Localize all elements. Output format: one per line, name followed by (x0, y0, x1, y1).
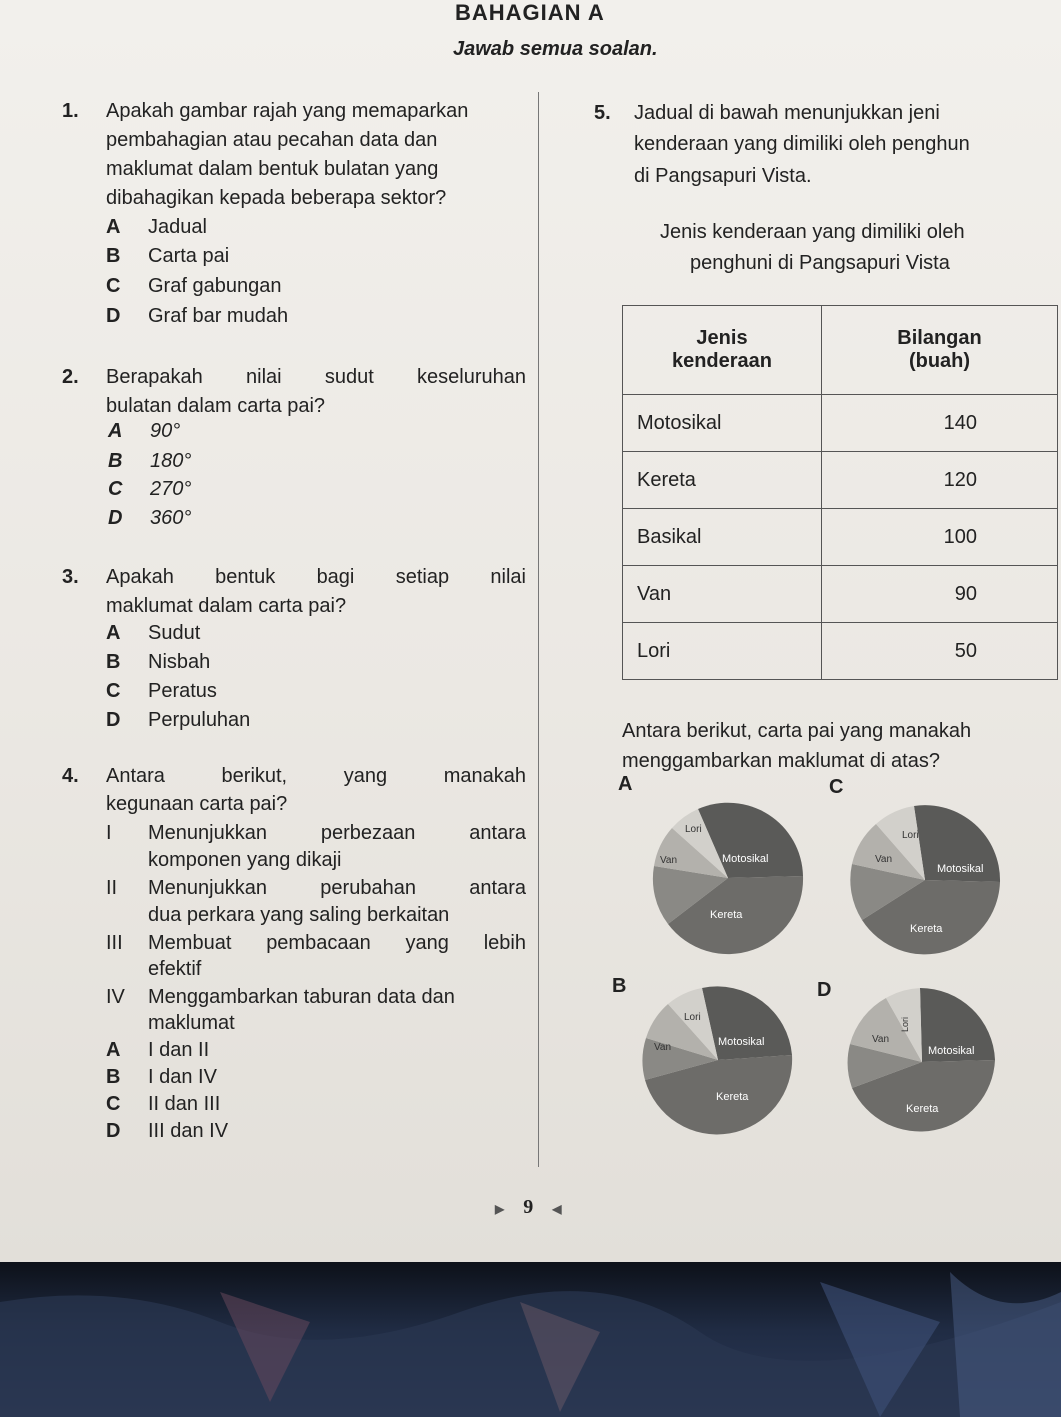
question-text: Berapakah nilai sudut keseluruhan (106, 366, 526, 388)
statement-text: komponen yang dikaji (148, 849, 342, 871)
pie-d-label-van: Van (872, 1034, 890, 1045)
pie-a[interactable] (653, 803, 803, 954)
statement-text: maklumat (148, 1012, 235, 1034)
option-text[interactable]: 180° (150, 450, 192, 472)
pie-c-label-lori: Lori (902, 830, 919, 841)
vehicle-count: 120 (822, 452, 1058, 509)
option-letter[interactable]: D (106, 305, 121, 327)
option-letter[interactable]: C (106, 680, 121, 702)
statement-roman: I (106, 822, 112, 844)
question-text: Antara berikut, yang manakah (106, 765, 526, 787)
vehicle-type: Motosikal (623, 395, 822, 452)
fabric-pattern (0, 1262, 1061, 1417)
column-divider (538, 92, 539, 1167)
question-text: Apakah gambar rajah yang memaparkan (106, 100, 469, 122)
statement-text: dua perkara yang saling berkaitan (148, 904, 450, 926)
vehicle-table (622, 305, 1058, 680)
pie-d-label-lori: Lori (900, 1016, 910, 1032)
question-text: dibahagikan kepada beberapa sektor? (106, 187, 447, 209)
option-text[interactable]: Carta pai (148, 245, 230, 267)
option-letter[interactable]: B (106, 245, 121, 267)
pie-b-label-van: Van (654, 1042, 672, 1053)
question-number: 4. (62, 765, 79, 787)
option-text[interactable]: I dan II (148, 1039, 210, 1061)
vehicle-count: 90 (822, 566, 1058, 623)
pie-a-label-van: Van (660, 855, 678, 866)
table-row (623, 509, 1058, 566)
arrow-left-icon: ◀ (552, 1202, 562, 1216)
question-text: maklumat dalam carta pai? (106, 595, 347, 617)
vehicle-type: Kereta (623, 452, 822, 509)
statement-roman: III (106, 932, 123, 954)
vehicle-count: 100 (822, 509, 1058, 566)
option-letter[interactable]: D (108, 507, 123, 529)
pie-d[interactable] (848, 988, 995, 1132)
pie-option-letter[interactable]: D (817, 979, 832, 1001)
pie-option-letter[interactable]: A (618, 773, 633, 795)
option-text[interactable]: Perpuluhan (148, 709, 251, 731)
instruction: Jawab semua soalan. (453, 38, 658, 60)
pie-a-label-kereta: Kereta (710, 909, 743, 921)
statement-roman: IV (106, 986, 125, 1008)
option-text[interactable]: Nisbah (148, 651, 211, 673)
vehicle-count: 50 (822, 623, 1058, 680)
option-text[interactable]: III dan IV (148, 1120, 229, 1142)
question-number: 1. (62, 100, 79, 122)
pie-c-label-kereta: Kereta (910, 923, 943, 935)
option-text[interactable]: 360° (150, 507, 192, 529)
pie-b[interactable] (642, 986, 792, 1134)
option-letter[interactable]: C (108, 478, 123, 500)
option-letter[interactable]: B (108, 450, 123, 472)
pie-c-label-motosikal: Motosikal (937, 863, 984, 875)
pie-option-letter[interactable]: C (829, 776, 844, 798)
option-text[interactable]: 90° (150, 420, 181, 442)
pie-a-label-motosikal: Motosikal (722, 853, 769, 865)
question-number: 2. (62, 366, 79, 388)
option-text[interactable]: Sudut (148, 622, 201, 644)
pie-a-label-lori: Lori (685, 824, 702, 835)
pie-d-label-kereta: Kereta (906, 1103, 939, 1115)
option-letter[interactable]: A (108, 420, 123, 442)
page-number: ▶ 9 ◀ (495, 1196, 562, 1218)
statement-text: Menunjukkan perbezaan antara (148, 822, 526, 844)
pie-b-label-lori: Lori (684, 1012, 701, 1023)
option-text[interactable]: Graf gabungan (148, 275, 282, 297)
question-number: 3. (62, 566, 79, 588)
table-title: Jenis kenderaan yang dimiliki oleh (660, 221, 965, 243)
vehicle-count: 140 (822, 395, 1058, 452)
background-fabric (0, 1262, 1061, 1417)
arrow-right-icon: ▶ (495, 1202, 505, 1216)
question-text: Jadual di bawah menunjukkan jeni (634, 102, 940, 124)
option-letter[interactable]: B (106, 651, 121, 673)
pie-b-label-motosikal: Motosikal (718, 1036, 765, 1048)
option-letter[interactable]: A (106, 1039, 121, 1061)
statement-text: Menunjukkan perubahan antara (148, 877, 526, 899)
option-letter[interactable]: A (106, 622, 121, 644)
question-text: kenderaan yang dimiliki oleh penghun (634, 133, 970, 155)
follow-up-text: menggambarkan maklumat di atas? (622, 750, 940, 772)
statement-text: Membuat pembacaan yang lebih (148, 932, 526, 954)
option-text[interactable]: Graf bar mudah (148, 305, 289, 327)
section-title: BAHAGIAN A (455, 0, 605, 25)
question-text: bulatan dalam carta pai? (106, 395, 326, 417)
table-row (623, 452, 1058, 509)
statement-text: efektif (148, 958, 202, 980)
option-letter[interactable]: C (106, 1093, 121, 1115)
table-row (623, 566, 1058, 623)
vehicle-type: Lori (623, 623, 822, 680)
pie-c[interactable] (850, 805, 1000, 954)
option-letter[interactable]: D (106, 709, 121, 731)
option-letter[interactable]: A (106, 216, 121, 238)
option-letter[interactable]: C (106, 275, 121, 297)
option-text[interactable]: II dan III (148, 1093, 221, 1115)
vehicle-type: Van (623, 566, 822, 623)
option-letter[interactable]: D (106, 1120, 121, 1142)
table-title: penghuni di Pangsapuri Vista (690, 252, 950, 274)
question-text: maklumat dalam bentuk bulatan yang (106, 158, 439, 180)
table-row (623, 623, 1058, 680)
follow-up-text: Antara berikut, carta pai yang manakah (622, 720, 972, 742)
pie-c-label-van: Van (875, 854, 893, 865)
vehicle-type: Basikal (623, 509, 822, 566)
table-header-row (623, 306, 1058, 395)
option-text[interactable]: I dan IV (148, 1066, 217, 1088)
pie-d-label-motosikal: Motosikal (928, 1045, 975, 1057)
pie-option-letter[interactable]: B (612, 975, 627, 997)
question-text: Apakah bentuk bagi setiap nilai (106, 566, 526, 588)
question-text: di Pangsapuri Vista. (634, 165, 812, 187)
pie-options-svg (640, 800, 1060, 1160)
column-header: Jenis kenderaan (623, 306, 822, 395)
column-header: Bilangan (buah) (822, 306, 1058, 395)
question-number: 5. (594, 102, 611, 124)
option-text[interactable]: Peratus (148, 680, 217, 702)
question-text: pembahagian atau pecahan data dan (106, 129, 438, 151)
statement-text: Menggambarkan taburan data dan (148, 986, 455, 1008)
table-row (623, 395, 1058, 452)
pie-b-label-kereta: Kereta (716, 1091, 749, 1103)
option-text[interactable]: Jadual (148, 216, 207, 238)
option-letter[interactable]: B (106, 1066, 121, 1088)
question-text: kegunaan carta pai? (106, 793, 288, 815)
option-text[interactable]: 270° (150, 478, 192, 500)
statement-roman: II (106, 877, 118, 899)
